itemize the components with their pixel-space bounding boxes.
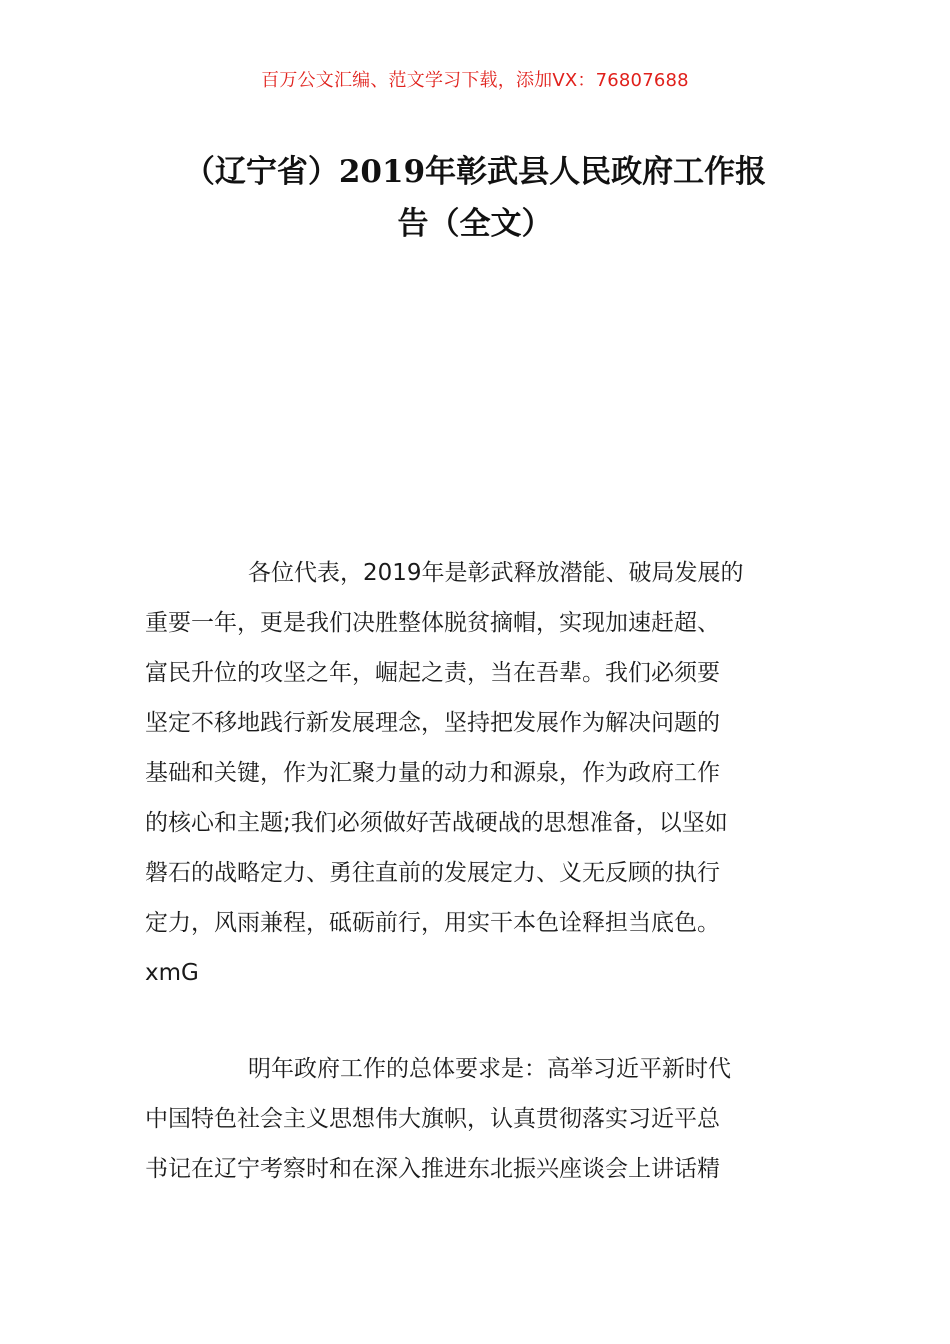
header-promo-note: 百万公文汇编、范文学习下载，添加VX：76807688 — [261, 70, 689, 91]
paragraph-line: 富民升位的攻坚之年，崛起之责，当在吾辈。我们必须要 — [145, 660, 720, 686]
paragraph-line: xmG — [145, 960, 199, 986]
paragraph-2 — [145, 1044, 807, 1194]
paragraph-line: 定力，风雨兼程，砥砺前行，用实干本色诠释担当底色。 — [145, 910, 720, 936]
paragraph-line: 基础和关键，作为汇聚力量的动力和源泉，作为政府工作 — [145, 760, 720, 786]
document-title-line-2: 告（全文） — [397, 206, 553, 242]
paragraph-1 — [145, 548, 807, 998]
document-body — [145, 548, 807, 1194]
paragraph-line: 书记在辽宁考察时和在深入推进东北振兴座谈会上讲话精 — [145, 1156, 720, 1182]
paragraph-line: 重要一年，更是我们决胜整体脱贫摘帽，实现加速赶超、 — [145, 610, 720, 636]
paragraph-line: 的核心和主题;我们必须做好苦战硬战的思想准备，以坚如 — [145, 810, 728, 836]
document-title — [145, 146, 805, 250]
paragraph-line: 中国特色社会主义思想伟大旗帜，认真贯彻落实习近平总 — [145, 1106, 720, 1132]
document-title-line-1: （辽宁省）2019年彰武县人民政府工作报 — [183, 154, 767, 190]
paragraph-line: 明年政府工作的总体要求是：高举习近平新时代 — [248, 1056, 731, 1082]
paragraph-line: 磐石的战略定力、勇往直前的发展定力、义无反顾的执行 — [145, 860, 720, 886]
paragraph-line: 各位代表，2019年是彰武释放潜能、破局发展的 — [248, 560, 744, 586]
paragraph-line: 坚定不移地践行新发展理念，坚持把发展作为解决问题的 — [145, 710, 720, 736]
